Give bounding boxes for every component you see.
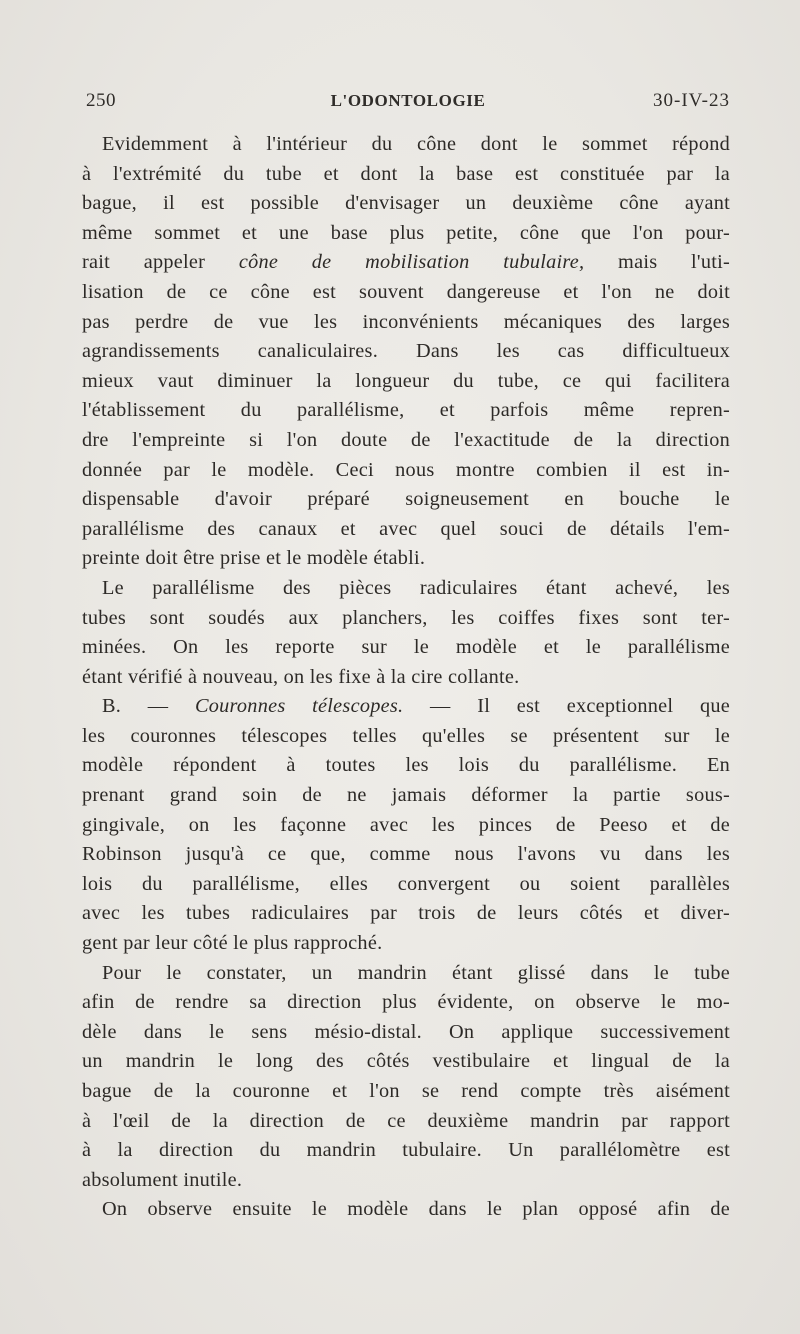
text-line: gent par leur côté le plus rapproché. — [82, 932, 383, 955]
text-line: avec les tubes radiculaires par trois de leurs côtés et diver- — [82, 902, 730, 925]
text-line: parallélisme des canaux et avec quel souci de détails l'em- — [82, 517, 730, 540]
text-line: même sommet et une base plus petite, cône que l'on pour- — [82, 221, 730, 244]
text-line: afin de rendre sa direction plus évidente, on observe le mo- — [82, 991, 730, 1014]
text-line: minées. On les reporte sur le modèle et le parallélisme — [82, 636, 730, 659]
text-segment: mais l'uti- — [584, 251, 730, 274]
italic-term: cône de mobilisation tubulaire, — [238, 251, 585, 274]
text-line: Evidemment à l'intérieur du cône dont le sommet répond — [102, 133, 730, 155]
text-line: absolument inutile. — [82, 1168, 243, 1191]
text-line: les couronnes télescopes telles qu'elles se présentent sur le — [82, 724, 730, 747]
text-segment: B. — — [102, 695, 195, 718]
text-line: modèle répondent à toutes les lois du parallélisme. En — [82, 754, 730, 777]
italic-term: Couronnes télescopes. — [194, 695, 404, 718]
text-line: gingivale, on les façonne avec les pinces de Peeso et de — [82, 813, 730, 836]
text-line — [82, 248, 730, 278]
text-line: donnée par le modèle. Ceci nous montre combien il est in- — [82, 458, 730, 481]
text-line: à la direction du mandrin tubulaire. Un parallélomètre est — [82, 1139, 730, 1162]
issue-date: 30-IV-23 — [653, 90, 730, 111]
page-number: 250 — [86, 90, 116, 111]
text-line: l'établissement du parallélisme, et parfois même repren- — [82, 399, 730, 422]
text-line: On observe ensuite le modèle dans le plan opposé afin de — [102, 1198, 730, 1221]
text-segment: rait appeler — [82, 251, 239, 274]
text-line: bague de la couronne et l'on se rend compte très aisément — [82, 1080, 730, 1102]
text-line: mieux vaut diminuer la longueur du tube, ce qui facilitera — [82, 369, 730, 392]
text-line: Pour le constater, un mandrin étant glissé dans le tube — [102, 961, 730, 984]
text-line: dre l'empreinte si l'on doute de l'exactitude de la direction — [82, 428, 730, 451]
text-line: agrandissements canaliculaires. Dans les cas difficultueux — [82, 340, 730, 363]
journal-title: L'ODONTOLOGIE — [330, 91, 486, 110]
body-text — [82, 130, 730, 1225]
text-line: Le parallélisme des pièces radiculaires étant achevé, les — [102, 576, 730, 599]
text-line: lisation de ce cône est souvent dangereuse et l'on ne doit — [82, 280, 730, 303]
text-line: un mandrin le long des côtés vestibulaire et lingual de la — [82, 1050, 730, 1073]
text-line: dèle dans le sens mésio-distal. On applique successivement — [82, 1020, 730, 1043]
text-line: dispensable d'avoir préparé soigneusement en bouche le — [82, 488, 730, 511]
text-segment: — Il est exceptionnel que — [403, 695, 731, 718]
text-line: lois du parallélisme, elles convergent ou soient parallèles — [82, 872, 730, 895]
text-line — [82, 692, 730, 722]
text-line: à l'œil de la direction de ce deuxième mandrin par rapport — [82, 1109, 730, 1132]
running-header — [86, 90, 730, 120]
text-line: Robinson jusqu'à ce que, comme nous l'avons vu dans les — [82, 843, 730, 866]
text-line: bague, il est possible d'envisager un deuxième cône ayant — [82, 192, 730, 215]
text-line: preinte doit être prise et le modèle établi. — [82, 547, 426, 570]
text-line: prenant grand soin de ne jamais déformer la partie sous- — [82, 784, 730, 807]
text-line: à l'extrémité du tube et dont la base est constituée par la — [82, 162, 730, 185]
text-line: tubes sont soudés aux planchers, les coiffes fixes sont ter- — [82, 606, 730, 629]
text-line: étant vérifié à nouveau, on les fixe à la cire collante. — [82, 665, 520, 688]
text-line: pas perdre de vue les inconvénients mécaniques des larges — [82, 310, 730, 333]
